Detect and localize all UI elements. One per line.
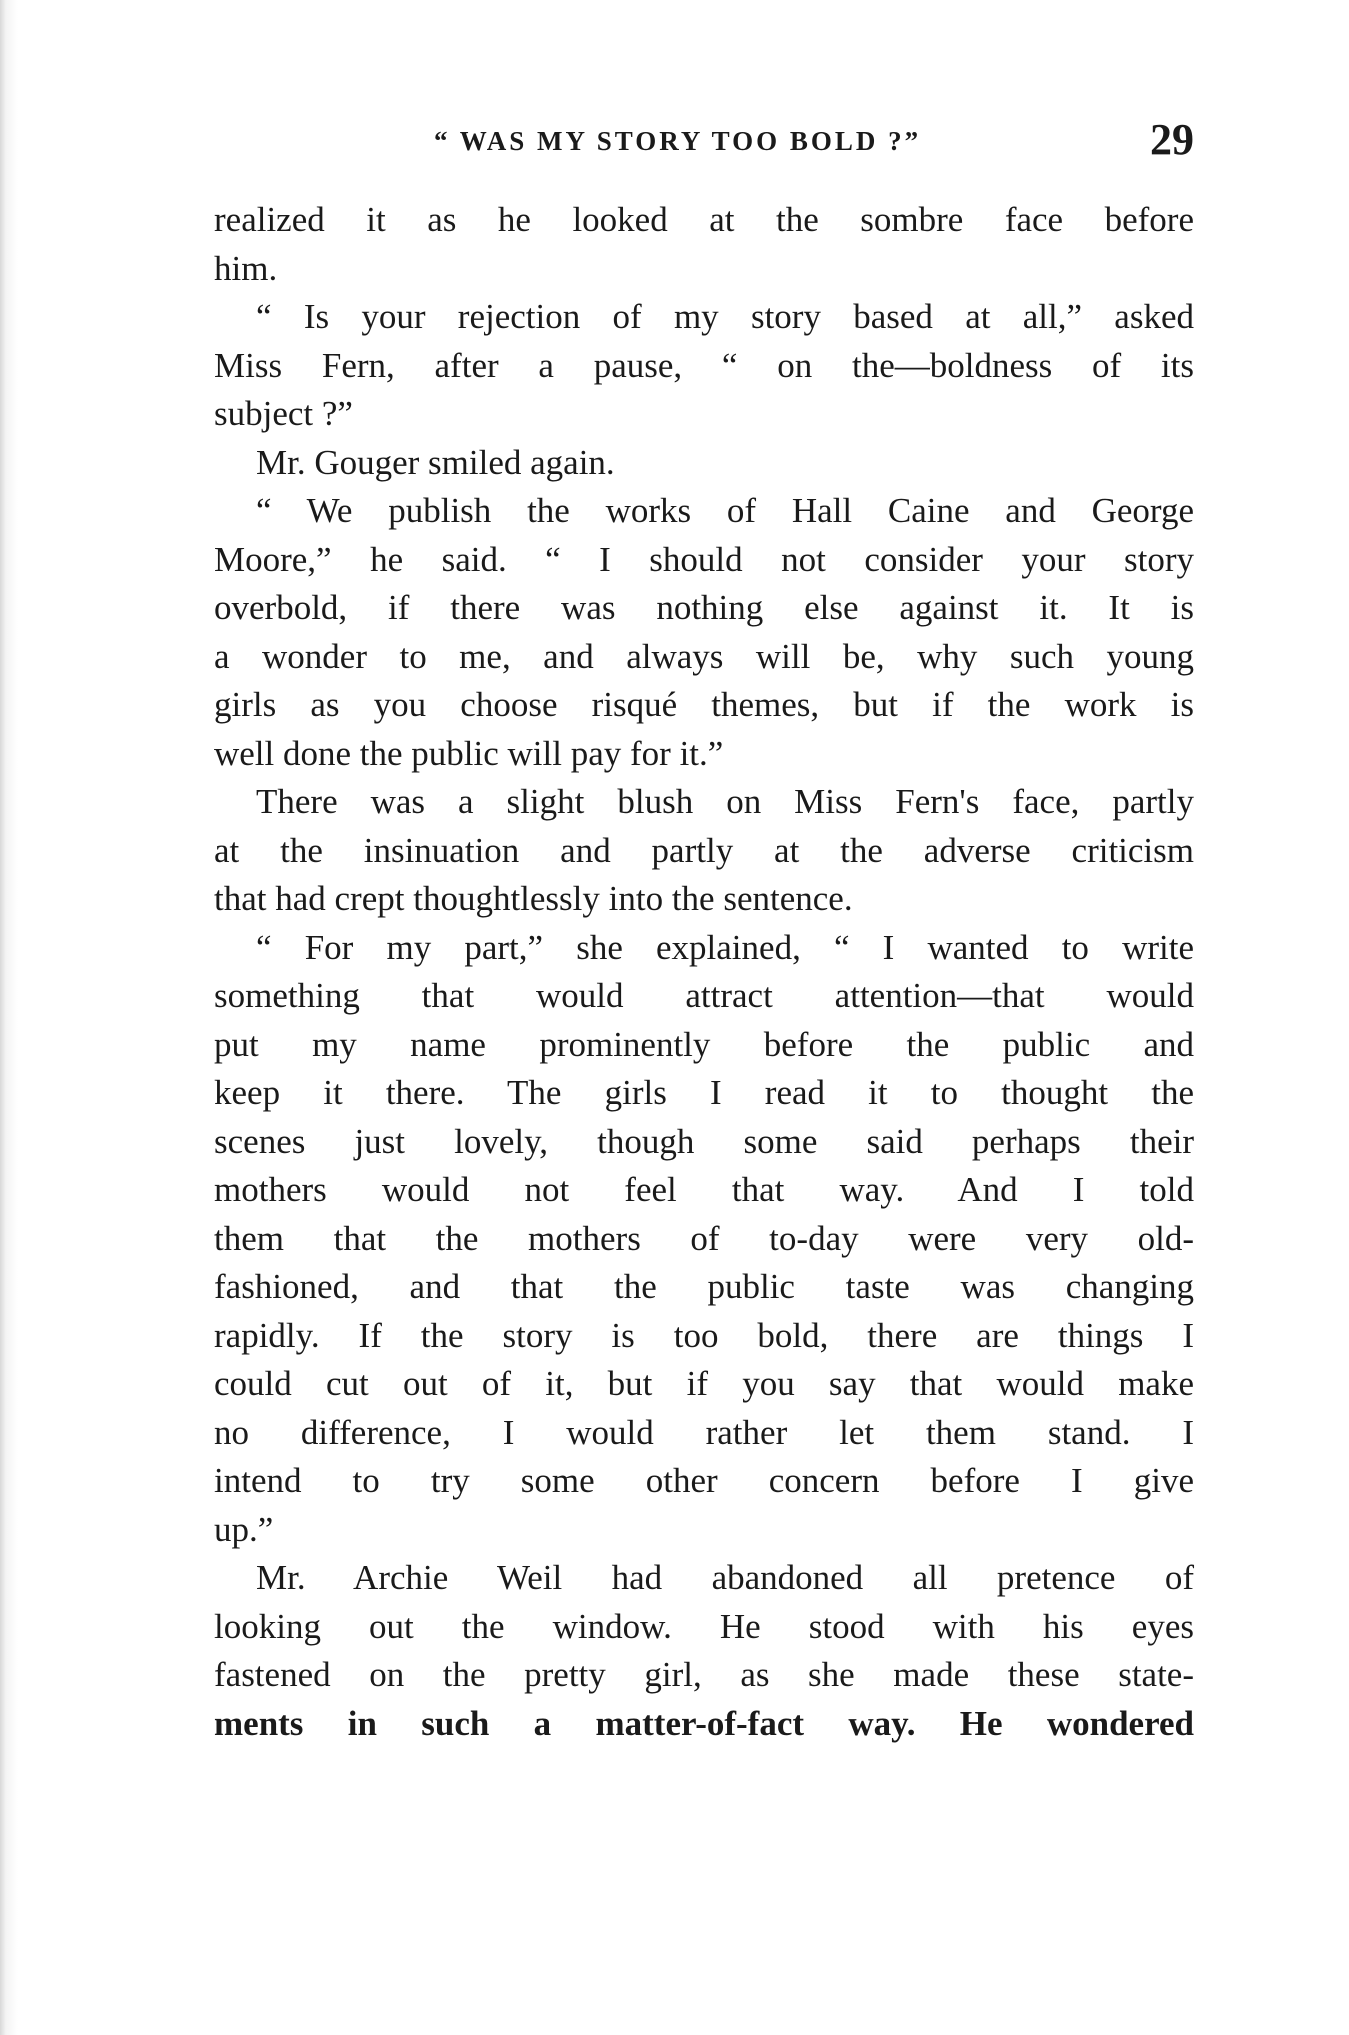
text-line: no difference, I would rather let them stand. I <box>214 1412 1194 1452</box>
text-line: intend to try some other concern before I give <box>214 1461 1194 1500</box>
text-line: overbold, if there was nothing else against it. It is <box>214 588 1194 627</box>
text-line: Mr. Gouger smiled again. <box>256 442 615 482</box>
text-line: mothers would not feel that way. And I told <box>214 1170 1194 1209</box>
text-line: realized it as he looked at the sombre face before <box>214 200 1194 239</box>
page-number: 29 <box>1150 115 1194 164</box>
text-line: “ For my part,” she explained, “ I wanted to write <box>256 927 1194 967</box>
text-line: girls as you choose risqué themes, but if the work is <box>214 685 1194 724</box>
text-line: scenes just lovely, though some said perhaps their <box>214 1121 1194 1161</box>
text-line: something that would attract attention—that would <box>214 976 1194 1015</box>
text-line: fashioned, and that the public taste was changing <box>214 1267 1194 1306</box>
text-line: well done the public will pay for it.” <box>214 733 724 773</box>
text-line: “ We publish the works of Hall Caine and George <box>256 491 1194 530</box>
text-line: could cut out of it, but if you say that would make <box>214 1364 1194 1403</box>
text-line: Mr. Archie Weil had abandoned all pretence of <box>256 1558 1194 1597</box>
text-line: keep it there. The girls I read it to thought the <box>214 1073 1194 1112</box>
text-line: looking out the window. He stood with his eyes <box>214 1606 1194 1646</box>
scan-edge <box>0 0 18 2035</box>
text-line: There was a slight blush on Miss Fern's face, partly <box>256 782 1194 821</box>
running-title: “ WAS MY STORY TOO BOLD ?” <box>434 126 922 156</box>
text-line: rapidly. If the story is too bold, there are things I <box>214 1315 1194 1355</box>
text-line: a wonder to me, and always will be, why such young <box>214 636 1194 676</box>
text-line: Moore,” he said. “ I should not consider your story <box>214 539 1194 579</box>
text-line: that had crept thoughtlessly into the sentence. <box>214 879 853 918</box>
text-line: subject ?” <box>214 394 353 433</box>
text-line: at the insinuation and partly at the adverse criticism <box>214 830 1194 870</box>
text-line: fastened on the pretty girl, as she made these state- <box>214 1655 1194 1694</box>
text-line: ments in such a matter-of-fact way. He wondered <box>214 1703 1194 1743</box>
running-head <box>214 112 1194 172</box>
text-line: him. <box>214 248 278 288</box>
text-line: up.” <box>214 1509 274 1549</box>
text-line: Miss Fern, after a pause, “ on the—boldness of its <box>214 345 1194 385</box>
text-line: put my name prominently before the public and <box>214 1024 1194 1064</box>
text-line: “ Is your rejection of my story based at all,” asked <box>256 297 1194 336</box>
body-text <box>214 196 1194 1748</box>
text-line: them that the mothers of to-day were very old- <box>214 1218 1194 1258</box>
